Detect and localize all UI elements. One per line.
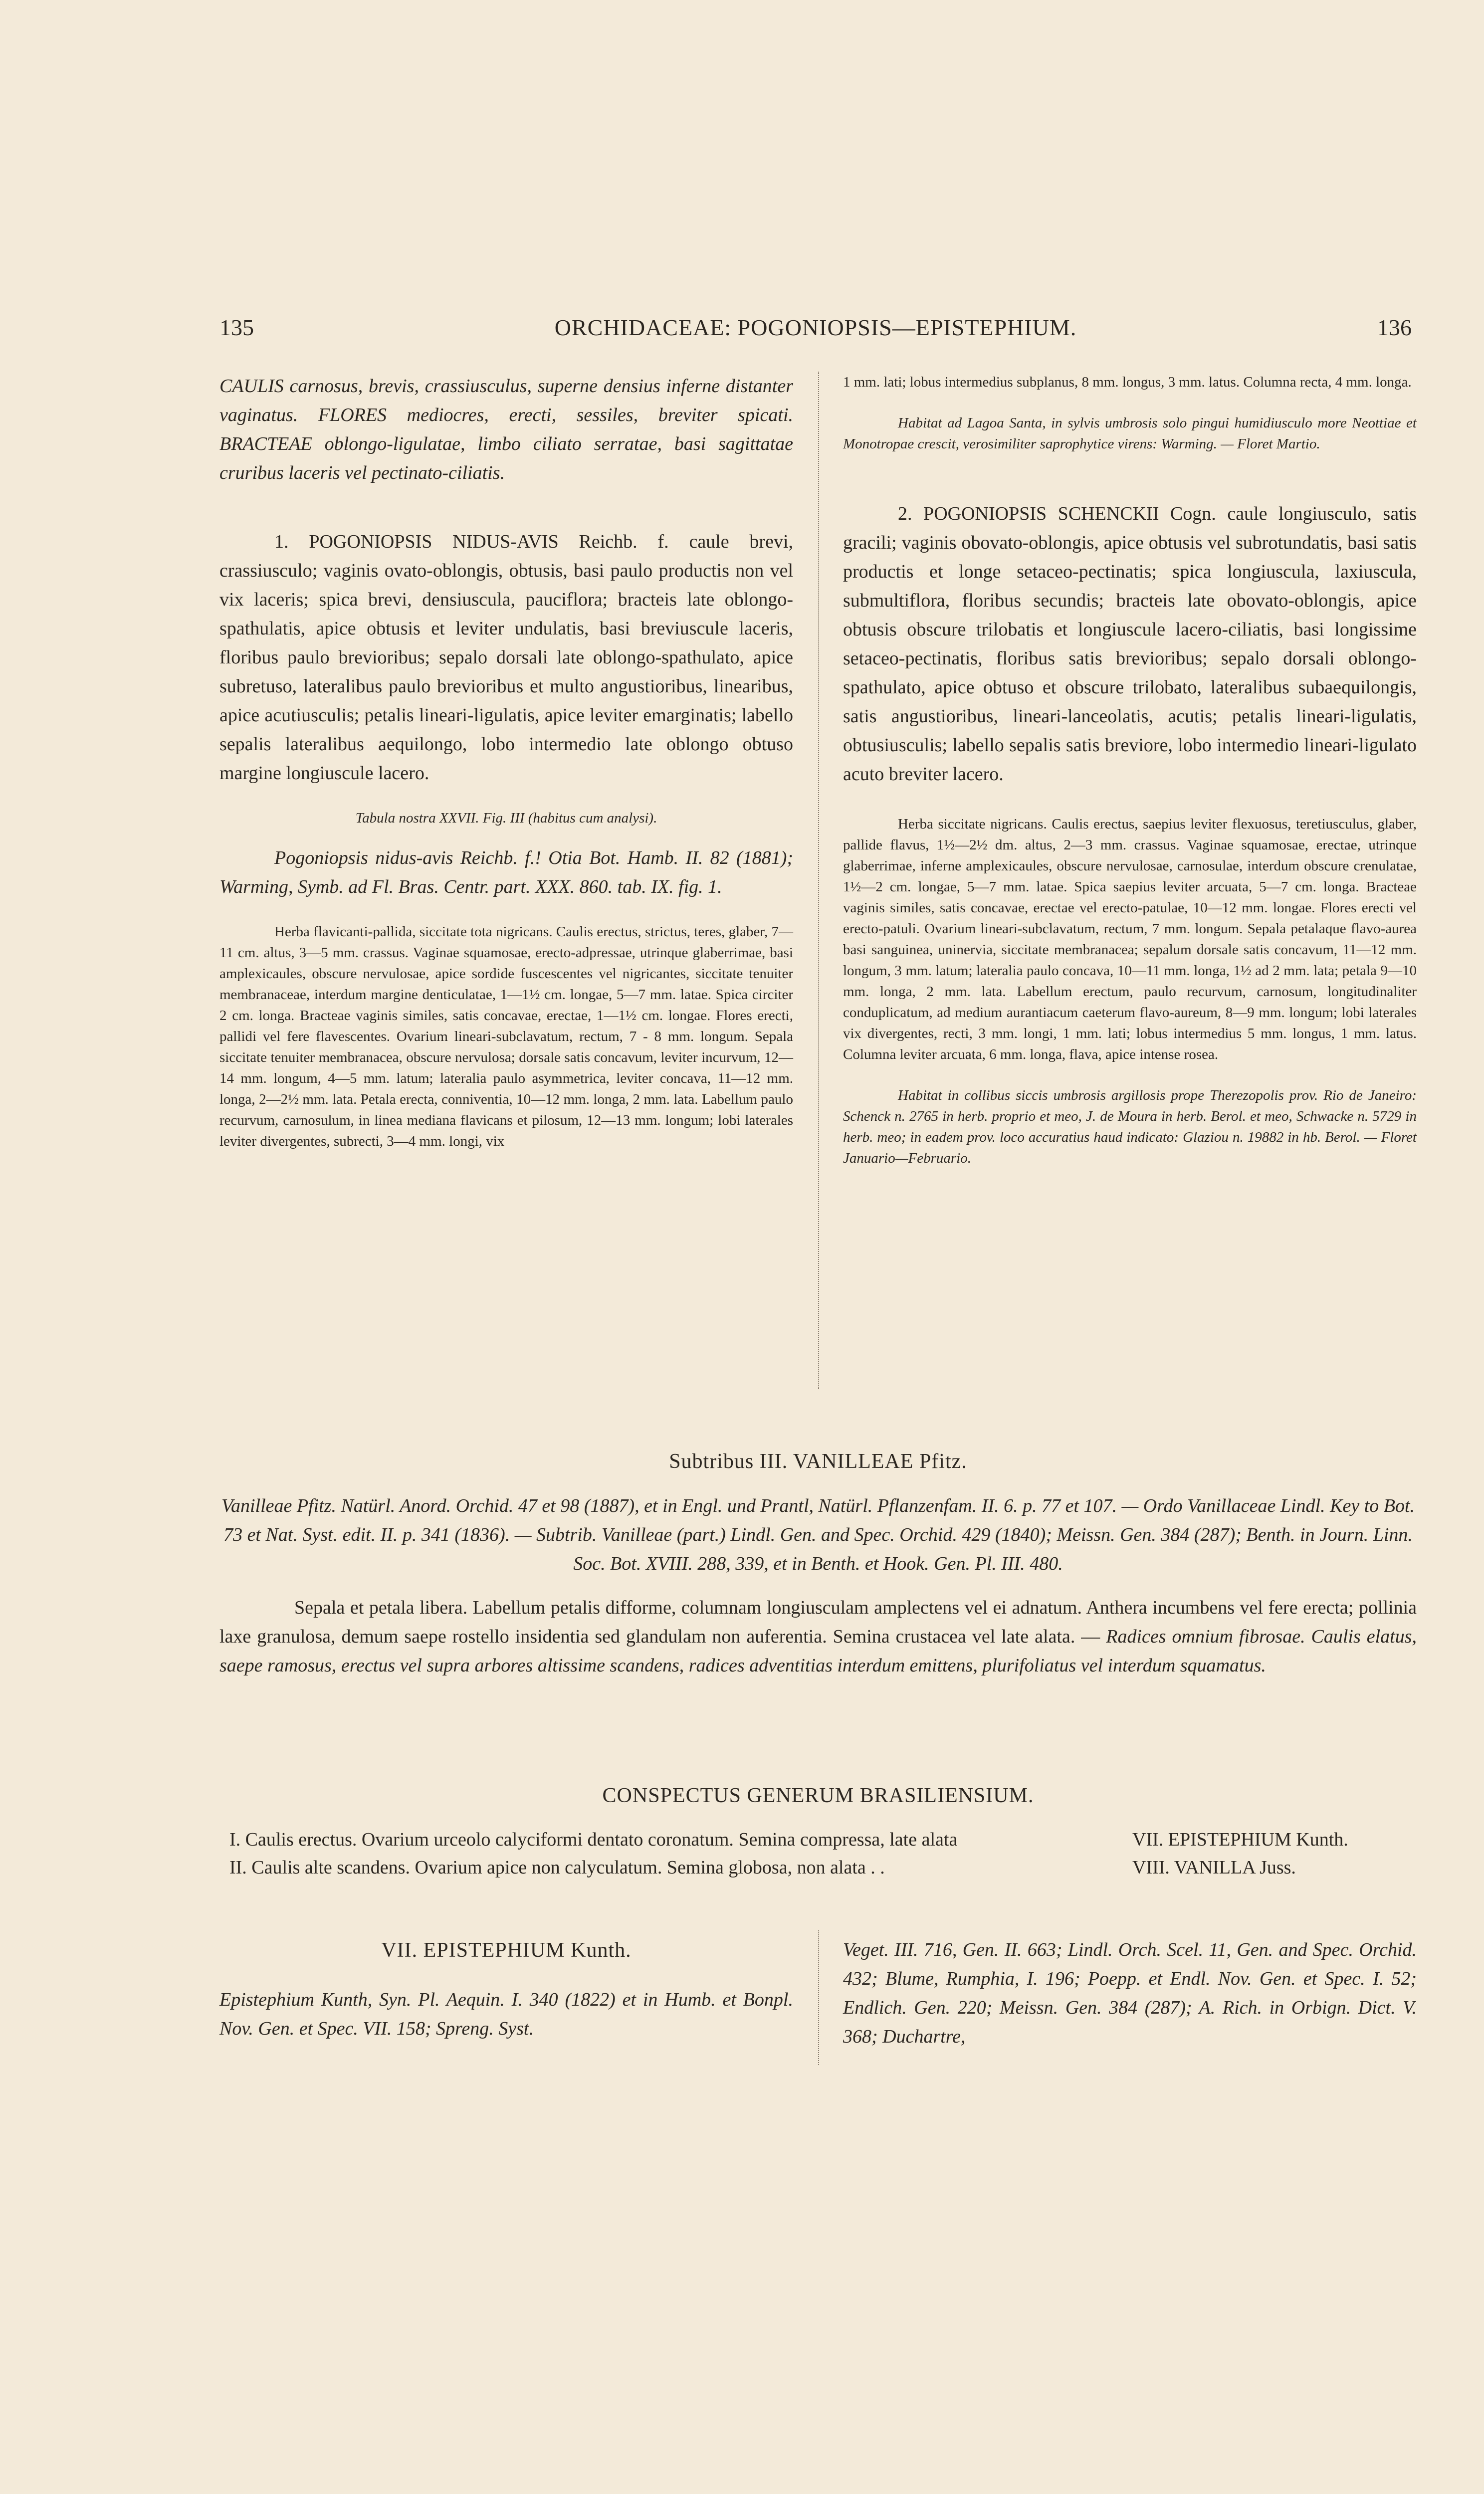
species-1-references: Pogoniopsis nidus-avis Reichb. f.! Otia Bot. Hamb. II. 82 (1881); Warming, Symb. ad Fl. Bras. Centr. part. XXX. 860. tab. IX. fig. 1.	[219, 847, 793, 897]
conspectus-section	[219, 1781, 1417, 1881]
genus-references-start: Epistephium Kunth, Syn. Pl. Aequin. I. 340 (1822) et in Humb. et Bonpl. Nov. Gen. et Spec. VII. 158; Spreng. Syst.	[219, 1989, 793, 2039]
genus-left-column	[219, 1935, 793, 2043]
page-number-right: 136	[1377, 315, 1412, 340]
subtribus-description-italic: Radices omnium fibrosae. Caulis elatus, saepe ramosus, erectus vel supra arbores altissime scandens, radices adventitias interdum emittens, plurifoliatus vel interdum squamatus.	[219, 1626, 1417, 1676]
key-row	[219, 1854, 1417, 1881]
genus-right-column	[843, 1935, 1417, 2051]
genus-references-cont: Veget. III. 716, Gen. II. 663; Lindl. Orch. Scel. 11, Gen. and Spec. Orchid. 432; Blume, Rumphia, I. 196; Poepp. et Endl. Nov. Gen. et Spec. I. 52; Endlich. Gen. 220; Meissn. Gen. 384 (287); A. Rich. in Orbign. Dict. V. 368; Duchartre,	[843, 1939, 1417, 2047]
column-divider	[818, 1930, 819, 2065]
right-column	[843, 372, 1417, 1169]
genus-description: CAULIS carnosus, brevis, crassiusculus, superne densius inferne distanter vaginatus. FLORES mediocres, erecti, sessiles, breviter spicati. BRACTEAE oblongo-ligulatae, limbo ciliato serratae, basi sagittatae cruribus laceris vel pectinato-ciliatis.	[219, 376, 793, 483]
subtribus-description	[219, 1593, 1417, 1680]
left-column	[219, 372, 793, 1152]
conspectus-heading: CONSPECTUS GENERUM BRASILIENSIUM.	[602, 1784, 1034, 1807]
subtribus-section	[219, 1447, 1417, 1680]
subtribus-heading: Subtribus III. VANILLEAE Pfitz.	[669, 1450, 967, 1473]
species-1-description: Herba flavicanti-pallida, siccitate tota nigricans. Caulis erectus, strictus, teres, glaber, 7—11 cm. altus, 3—5 mm. crassus. Vaginae squamosae, erecto-adpressae, utrinque glaberrimae, basi amplexicaules, obscure nervulosae, apice sordide fuscescentes vel nigricantes, siccitate tenuiter membranaceae, interdum margine denticulatae, 1—1½ cm. longae, 5—7 mm. latae. Spica circiter 2 cm. longa. Bracteae vaginis similes, satis concavae, erectae, 1—1½ cm. longae. Flores erecti, pallidi vel fere flavescentes. Ovarium lineari-subclavatum, rectum, 7 - 8 mm. longum. Sepala siccitate tenuiter membranacea, obscure nervulosa; dorsale satis concavum, leviter incurvum, 12—14 mm. longum, 4—5 mm. latum; lateralia paulo asymmetrica, leviter concava, 11—12 mm. longa, 2—2½ mm. lata. Petala erecta, conniventia, 10—12 mm. longa, 2 mm. lata. Labellum paulo recurvum, carnosulum, in linea mediana flavicans et pilosum, 12—13 mm. longum; lobi laterales leviter divergentes, subrecti, 3—4 mm. longi, vix	[219, 924, 793, 1149]
subtribus-references: Vanilleae Pfitz. Natürl. Anord. Orchid. 47 et 98 (1887), et in Engl. und Prantl, Natürl. Pflanzenfam. II. 6. p. 77 et 107. — Ordo Vanillaceae Lindl. Key to Bot. 73 et Nat. Syst. edit. II. p. 341 (1836). — Subtrib. Vanilleae (part.) Lindl. Gen. and Spec. Orchid. 429 (1840); Meissn. Gen. 384 (287); Benth. in Journ. Linn. Soc. Bot. XVIII. 288, 339, et in Benth. et Hook. Gen. Pl. III. 480.	[221, 1495, 1415, 1574]
key-lead: I. Caulis erectus. Ovarium urceolo calyciformi dentato coronatum. Semina compressa, late alata	[229, 1829, 958, 1850]
running-title: ORCHIDACEAE: POGONIOPSIS—EPISTEPHIUM.	[554, 315, 1077, 340]
species-1-diagnosis: 1. POGONIOPSIS NIDUS-AVIS Reichb. f. caule brevi, crassiusculo; vaginis ovato-oblongis, obtusis, basi paulo productis non vel vix laceris; spica brevi, densiuscula, pauciflora; bracteis late oblongo-spathulatis, apice obtusis et leviter undulatis, basi breviuscule laceris, floribus paulo brevioribus; sepalo dorsali late oblongo-spathulato, apice subretuso, lateralibus paulo brevioribus et multo angustioribus, linearibus, apice acutiusculis; petalis lineari-ligulatis, apice leviter emarginatis; labello sepalis lateralibus aequilongo, lobo intermedio late oblongo obtuso margine longiuscule lacero.	[219, 531, 793, 784]
running-head	[219, 314, 1412, 349]
key-row	[219, 1826, 1417, 1854]
species-1-habitat: Habitat ad Lagoa Santa, in sylvis umbrosis solo pingui humidiusculo more Neottiae et Monotropae crescit, verosimiliter saprophytice virens: Warming. — Floret Martio.	[843, 415, 1417, 452]
subtribus-description-text: Sepala et petala libera. Labellum petalis difforme, columnam longiusculam amplectens vel ei adnatum. Anthera incumbens vel fere erecta; pollinia laxe granulosa, demum saepe rostello insidentia sed glandulam non auferentia. Semina crustacea vel late alata. —	[219, 1597, 1417, 1647]
species-1-description-cont: 1 mm. lati; lobus intermedius subplanus, 8 mm. longus, 3 mm. latus. Columna recta, 4 mm. longa.	[843, 374, 1412, 390]
species-2-habitat: Habitat in collibus siccis umbrosis argillosis prope Therezopolis prov. Rio de Janeiro: Schenck n. 2765 in herb. proprio et meo, J. de Moura in herb. Berol. et meo, Schwacke n. 5729 in herb. meo; in eadem prov. loco accuratius haud indicato: Glaziou n. 19882 in hb. Berol. — Floret Januario—Februario.	[843, 1087, 1417, 1166]
column-divider	[818, 372, 819, 1389]
species-2-diagnosis: 2. POGONIOPSIS SCHENCKII Cogn. caule longiusculo, satis gracili; vaginis obovato-oblongis, apice obtusis vel subrotundatis, basi satis productis et longe setaceo-pectinatis; spica longiuscula, laxiuscula, submultiflora, floribus secundis; bracteis late obovato-oblongis, apice obtusis obscure trilobatis et longiuscule lacero-ciliatis, basi longissime setaceo-pectinatis, floribus satis brevioribus; sepalo dorsali oblongo-spathulato, apice obtuso et obscure trilobato, lateralibus subaequilongis, satis angustioribus, lineari-lanceolatis, acutis; petalis lineari-ligulatis, obtusiusculis; labello sepalis satis breviore, lobo intermedio lineari-ligulato acuto breviter lacero.	[843, 503, 1417, 785]
conspectus-key	[219, 1826, 1417, 1881]
key-genus: VII. EPISTEPHIUM Kunth.	[1132, 1829, 1348, 1850]
page-number-left: 135	[219, 315, 254, 340]
key-lead: II. Caulis alte scandens. Ovarium apice non calyculatum. Semina globosa, non alata . .	[229, 1857, 885, 1878]
species-2-description: Herba siccitate nigricans. Caulis erectus, saepius leviter flexuosus, teretiusculus, glaber, pallide flavus, 1½—2½ dm. altus, 2—3 mm. crassus. Vaginae squamosae, erectae, utrinque glaberrimae, inferne amplexicaules, obscure nervulosae, carnosulae, interdum obscure crenulatae, 1½—2 cm. longae, 5—7 mm. latae. Spica saepius leviter arcuata, 5—7 cm. longa. Bracteae vaginis similes, satis concavae, erectae vel erecto-patulae, 10—12 mm. longae. Flores erecti vel erecto-patuli. Ovarium lineari-subclavatum, rectum, 7 mm. longum. Sepala petalaque flavo-aurea basi sanguinea, uninervia, siccitate membranacea; sepalum dorsale satis concavum, 11—12 mm. longum, 3 mm. latum; lateralia paulo concava, 10—11 mm. longa, 1½ ad 2 mm. lata; petala 9—10 mm. longa, 2 mm. lata. Labellum erectum, paulo recurvum, carnosum, longitudinaliter conduplicatum, ad medium aurantiacum caeterum flavo-aureum, 8—9 mm. longum; lobi laterales vix divergentes, recti, 3 mm. longi, 1 mm. lati; lobus intermedius 5 mm. longus, 1 mm. latus. Columna leviter arcuata, 6 mm. longa, flava, apice intense rosea.	[843, 816, 1417, 1062]
plate-reference: Tabula nostra XXVII. Fig. III (habitus cum analysi).	[355, 810, 657, 826]
key-genus: VIII. VANILLA Juss.	[1132, 1857, 1296, 1878]
genus-heading: VII. EPISTEPHIUM Kunth.	[381, 1939, 632, 1962]
